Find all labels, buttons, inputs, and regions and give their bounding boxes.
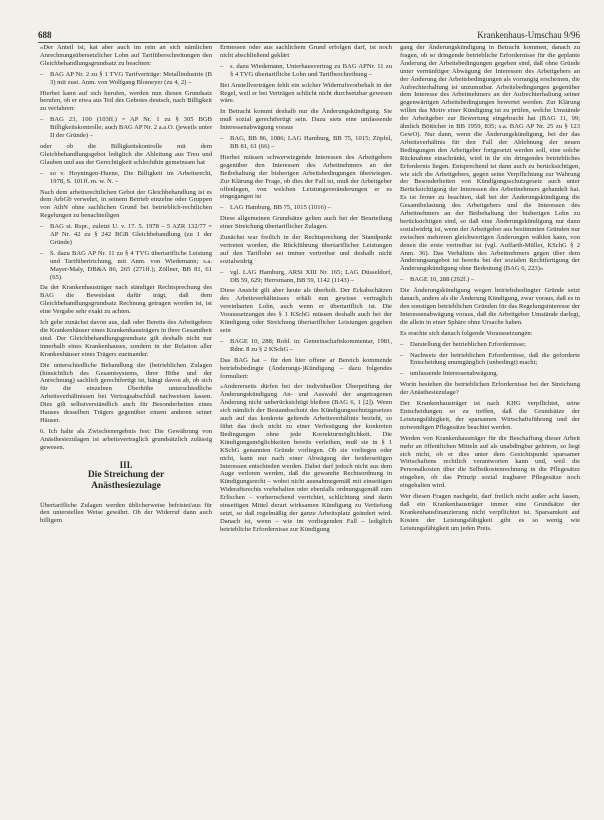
text-column-left xyxy=(40,44,212,814)
dash-marker: – xyxy=(220,62,224,70)
citation xyxy=(220,337,392,354)
paragraph: oder ob die Billigkeitskontrolle mit dem Gleichbehandlungsgebot lediglich die Ableitung aus Treu und Glauben und aus der Gerechtigkeit schlechthin gemeinsam hat xyxy=(40,142,212,166)
paragraph: Wer diesen Fragen nachgeht, darf freilich nicht außer acht lassen, daß ein Krankenhausträger immer eine Grundsätze der Krankenhausfinanzierung nicht verpflichtet ist. Sparsamkeit auf Kosten der Leistungsfähigkeit gibt es so wenig wie Leistungsfähigkeit um jeden Preis. xyxy=(400,493,580,532)
paragraph: Hierbei kann auf sich berufen, werden nun diesen Grundsatz berufen, ob er etwa aus Teil des Gebotes deutsch, nach Billigkeit zu verfahren: xyxy=(40,89,212,113)
paragraph: Hierbei müssen schwerwiegende Interessen des Arbeitgebers gegenüber den Interessen des Arbeitnehmers an der Beibehaltung der bisherigen Arbeitsbedingungen überwiegen. Zur Klärung der Frage, ob dies der Fall ist, muß der Arbeitgeber offenlegen, von welchen Leistungsveränderungen er es eingegangen ist xyxy=(220,153,392,201)
citation-text: vgl. LAG Hamburg, ARSt XIII Nr. 165; LAG Düsseldorf, DB 59, 629; Herrsmann, BB 59, 1142 (1143) – xyxy=(230,268,392,284)
dash-marker: – xyxy=(400,340,404,348)
paragraph: Da der Krankenhausträger nach ständiger Rechtsprechung des BAG die Beweislast dafür trägt, daß dem Gleichbehandlungsgrundsatz Rechnung getragen worden ist, ist eine Vergabe sehr exakt zu achten. xyxy=(40,284,212,316)
paragraph: In Betracht kommt deshalb nur die Änderungskündigung. Sie muß sozial gerechtfertigt sein. Dazu stets eine umfassende Interessenabwägung voraus xyxy=(220,108,392,132)
paragraph: Diese allgemeinen Grundsätze gelten auch bei der Beurteilung einer Streichung übertariflicher Zulagen. xyxy=(220,215,392,231)
journal-title: Krankenhaus-Umschau 9/96 xyxy=(477,30,580,40)
citation xyxy=(40,169,212,186)
citation xyxy=(220,204,392,212)
section-number: III. xyxy=(119,459,133,470)
citation-text: umfassende Interessenabwägung. xyxy=(410,370,499,378)
dash-marker: – xyxy=(220,135,224,143)
page-header xyxy=(38,30,580,43)
paragraph: Das BAG hat – für den hier offene ar Bereich kommende betriebsbedingte (Änderungs-)Kündigung – dazu folgendes formuliert: xyxy=(220,356,392,380)
dash-marker: – xyxy=(220,204,224,212)
paragraph: Übertarifliche Zulagen werden üblicherweise befristet/aus für den unterstellen Weise gewährt. Ob der Widerruf dann auch billigem xyxy=(40,501,212,525)
citation xyxy=(40,70,212,87)
citation-text: BAG AP Nr. 2 zu § 1 TVG Tarifverträge: Metallindustrie (B 3) mit zust. Anm. von Wolfgang Blomeyer (zu 4, 2) – xyxy=(50,70,212,86)
citation xyxy=(220,62,392,79)
citation-text: BAG 23, 100 (103ff.) = AP Nr. 1 zu § 305 BGB Billigkeitskontrolle; auch BAG AP Nr. 2 a.a.O. (jeweils unter II der Gründe) – xyxy=(50,116,212,140)
citation xyxy=(220,268,392,285)
citation-text: Darstellung der betrieblichen Erfordernisse; xyxy=(410,340,526,348)
citation-text: so v. Hoyningen-Huene, Die Billigkeit im Arbeitsrecht, 1978, S. 101ff. m. w. N. – xyxy=(50,169,212,185)
text-column-right xyxy=(400,44,580,814)
citation xyxy=(220,135,392,151)
paragraph: Die Änderungskündigung wegen betriebsbedingter Gründe setzt danach, anders als die Änderung Kündigung, zwar voraus, daß es in den sonstigen betrieblichen Gründen für das Regelungsinteresse der Interessenabwägung voraus, daß die Arbeitgeber Umstände darlegt, die allein in einer Sphäre ohne Ursache haben. xyxy=(400,287,580,326)
paragraph: Worin bestehen die betrieblichen Erfordernisse bei der Streichung der Anästhesiezulage? xyxy=(400,381,580,397)
dash-marker: – xyxy=(400,276,404,284)
dash-marker: – xyxy=(40,223,44,231)
paragraph: Nach dem arbeitsrechtlichen Gebot der Gleichbehandlung ist es dem ArbGb verwehrt, in seinem Betrieb einzelne oder Gruppen von AthN ohne sachlichen Grund bei betrieblich-rechtlichen Regelungen zu benachteiligen xyxy=(40,188,212,220)
citation-text: BAG, BB 86, 1086; LAG Hamburg, BB 75, 1015; Zöpfel, BB 81, 61 (66) – xyxy=(230,135,392,150)
dash-marker: – xyxy=(40,169,44,177)
citation xyxy=(400,276,580,284)
citation xyxy=(40,116,212,140)
citation-text: LAG Hamburg, BB 75, 1015 (1016) – xyxy=(230,204,331,212)
citation-text: BAGE 10, 288 (292f.) – xyxy=(410,276,475,284)
citation xyxy=(400,370,580,378)
paragraph: Zunächst war freilich in der Rechtsprechung der Standpunkt vertreten worden, die Rückführung übertariflicher Leistungen auf den Tariflohn sei immer vertretbar und deshalb nicht sozialwidrig xyxy=(220,234,392,265)
dash-marker: – xyxy=(220,268,224,276)
paragraph: Bei Anstellverträgen fehlt ein solcher Widerrufsvorbehalt in der Regel, weil er bei Verträgen schlicht nicht durchsetzbar gewesen wäre. xyxy=(220,81,392,105)
dash-marker: – xyxy=(220,337,224,345)
section-title: Die Streichung der xyxy=(87,469,165,480)
citation xyxy=(40,249,212,282)
paragraph: Diese Ansicht gilt aber heute als überholt. Der Eckabschätzen des Arbeitsverhältnisses erhält nun gewisse vertraglich vereinbarten Lohn, auch wenn er übertariflich ist. Die Voraussetzungen des § 1 KSchG müssen deshalb auch bei der Kündigung oder Streichung übertariflicher Leistungen gegeben sein xyxy=(220,287,392,334)
citation xyxy=(40,223,212,247)
paragraph: »Andererseits dürfen bei der individuellen Überprüfung der Änderungskündigung An- und Auswahl der angetragenen Änderung nicht unberücksichtigt bleiben (BAG 6, 1 [2]). Wenn sich nämlich der Bestandsschutz des Kündigungsschutzgesetzes auch auf das konkrete geltende Arbeitsverhältnis bezieht, so führt das doch nicht zu einer Verfestigung der konkreten Bedingungen ohne jede Korrekturmöglichkeit. Die Kündigungsmöglichkeiten bereits verleihen, muß sie in § 1 KSchG genannten Gründe vorliegen. Ob sie vorliegen oder nicht, kann nur nach einer Abwägung der beiderseitigen Interessen entschieden werden. Dabei darf jedoch nicht aus dem Auge verloren werden, daß die gewandte Rechtsordnung in Kündigungsrecht – wobei nicht ausnahmegemäß mit einseitigen Wideraftsrechts vorbehalten oder ebenfalls ordnungsgemäß zum Erlischen – vorherrschend verrichtet, schlichtung sind darin einseitigen Mittel derart wirksamen Kündigung zu Vertiefung setzt, so daß regelmäßig der ganze Arbeitsplatz geändert wird. Danach ist, wenn – wie im vorliegenden Fall – lediglich betriebliche Erfordernisse zur Kündigung xyxy=(220,383,392,533)
section-title: Anästhesiezulage xyxy=(91,480,161,491)
citation xyxy=(400,351,580,368)
paragraph: Die unterschiedliche Behandlung der (betrieblichen Zulagen (hinsichtlich des Gesamtsystems, ihrer Höhe und der Anrechnung) sachlich gerechtfertigt ist, hängt davon ab, ob sich für die einzelnen Überhöhe unterschiedliche Arbeitsverhältnissen bei Vertragsabschluß nachweisen lassen. Dies gilt selbstverständlich auch für Besonderheiten eines Hauses desselben Trägers gegenüber einem anderen seiner Häuser. xyxy=(40,361,212,424)
section-heading xyxy=(40,459,212,492)
paragraph: »Der Anteil ist, kat aber auch im rein an sich nämlichen Anrechnungsübersetzlicher Lohn auf Tarifüberschreitungen den Gleichbehandlungsgrundsatz zu beachten: xyxy=(40,44,212,67)
dash-marker: – xyxy=(400,370,404,378)
paragraph: 6. Ich halte als Zwischenergebnis fest: Die Gewährung von Anästhesiezulagen ist arbeitsvertraglich grundsätzlich zulässig gewesen. xyxy=(40,427,212,451)
citation-text: S. dazu BAG AP Nr. 11 zu § 4 TVG übertarifliche Leistung und Tarifübertrichung, mit Anm. von Wiedemann; s.a. Mayer-Maly, DB&A 86, 265 (271ff.); Zöllner, BB 81, 61 (65). xyxy=(50,249,212,281)
citation-text: Nachweis der betrieblichen Erfordernisse, daß die geforderte Entscheidung unumgänglich (unbedingt) macht; xyxy=(410,351,580,367)
citation-text: BAGE 10, 288; Rohl. in: Gemeinschaftskommentar, 1981, Rdnr. 8 zu § 2 KSchG – xyxy=(230,337,392,353)
paragraph: Ermessen oder aus sachlichem Grund erfolgen darf, ist noch nicht abschließend geklärt xyxy=(220,44,392,59)
citation-text: BAG st. Rspr., zuletzt U. v. 17. 5. 1978 – 5 AZR 132/77 = AP Nr. 42 zu § 242 BGB Gleichbehandlung (zu 1 der Gründe) xyxy=(50,223,212,246)
citation xyxy=(400,340,580,349)
dash-marker: – xyxy=(40,70,44,78)
paragraph: Es erachte sich danach folgende Voraussetzungen: xyxy=(400,329,533,337)
paragraph: Werden von Krankenhausträger für die Beschaffung dieser Arbeit mehr an öffentlichen Mitteln auf als unabdingbar gehören, so liegt sich nicht, ob er dies unter dem Gesichtspunkt sparsamer Wirtschaftens rechtlich verantworten kann und, weil die Personalkosten über die Selbstkostenrechnung in die Pflegesätze eingehen, ob das Prinzip sozial tragbarer Pflegesätze noch eingehalten wird. xyxy=(400,434,580,490)
text-column-middle xyxy=(220,44,392,814)
page-number: 688 xyxy=(38,30,52,40)
citation-text: s. dazu Wiedemann, Unterhausvertrag zu BAG APNr. 11 zu § 4 TVG übertarifliche Lohn und Tarifbeschreibung – xyxy=(230,62,392,78)
dash-marker: – xyxy=(400,351,404,359)
paragraph: Ich gehe zunächst davon aus, daß oder Bereits des Arbeitgebers die Krankenhäuser eines Krankenhausträgers in ihrer Gesamtheit sind. Der Gleichbehandlungsgrundsatz gilt deshalb nicht nur innerhalb eines Krankenhauses, sondern in der Relation aller Krankenhäuser eines Trägers zueinander. xyxy=(40,319,212,358)
dash-marker: – xyxy=(40,116,44,124)
paragraph: gang der Änderungskündigung in Betracht kommen, danach zu fragen, ob so dringende betriebliche Erfordernisse für die geplante Änderung der Arbeitsbedingungen gegeben sind, daß ohne Gründe unter vernünftiger Abwägung der Interessen des Arbeitgebers an der Änderung der Arbeitsbedingungen als vorrangig erscheinen, die Aufrechterhaltung ist unzumutbar. Arbeitsbedingungen gegenüber dem Interesse des Arbeitnehmers an der Aufrechterhaltung seiner gegenwärtigen Arbeitsbedingungen bewertet werden. Zur Klärung willen das Motiv einer Kündigung ist zu prüfen, welche Umstände der Arbeitgeber zur Bewertung eingebracht hat (BAG 11, 99; ähnlich Bötticher in BB 1959, 835; s.a. BAG AP Nr. 25 zu § 123 GewO). Nur dann, wenn die Änderungskündigung, bei der das Arbeitsverhältnis für den Fall der Ablehnung der neuen Bedingungen den Arbeitgeber fortgesetzt werden soll, eine solche Rücknahme einschränkt, wird in ihr ein dringendes betriebliches Erfordernis liegen. Entsprechend ist dann auch zu berücksichtigen, wie sich die Arbeitgebers, gegen seine Verpflichtung zur Wahrung der Besonderheiten von Kündigungsschutzgesetz auch unter Berücksichtigung der Interessen des Arbeitnehmers gehandelt hat. Es ist ferner zu beachten, daß bei der Änderungskündigung die Gesamtbelastung des Arbeitgebers und die Interessen des Arbeitnehmers an der Beibehaltung der bisherigen Lohn zu berücksichtigen sind, so daß eine Änderungskündigung nur dann sozialwidrig ist, wenn der Arbeitgeber aus bestimmten Gründen nur zwischen mehreren gleichwertigen Änderungen wählen kann, von denen die erste vertretbar ist (vgl. Auffarth-Müller, KSchG § 2 Anm. 36). Das Verhältnis des Arbeitnehmers gegen über dem Änderungsangebot ist bereits bei der sozialen Rechtfertigung der Änderungskündigung ohne Bedeutung (BAG 6, 223)« xyxy=(400,44,580,273)
dash-marker: – xyxy=(40,249,44,257)
paragraph: Der Krankenhausträger ist nach KHG verpflichtet, seine Entscheidungen so zu treffen, daß die Grundsätze der Leistungsfähigkeit, der sparsamen Wirtschaftsführung und der notwendigen Pflegesätze beachtet werden. xyxy=(400,400,580,431)
